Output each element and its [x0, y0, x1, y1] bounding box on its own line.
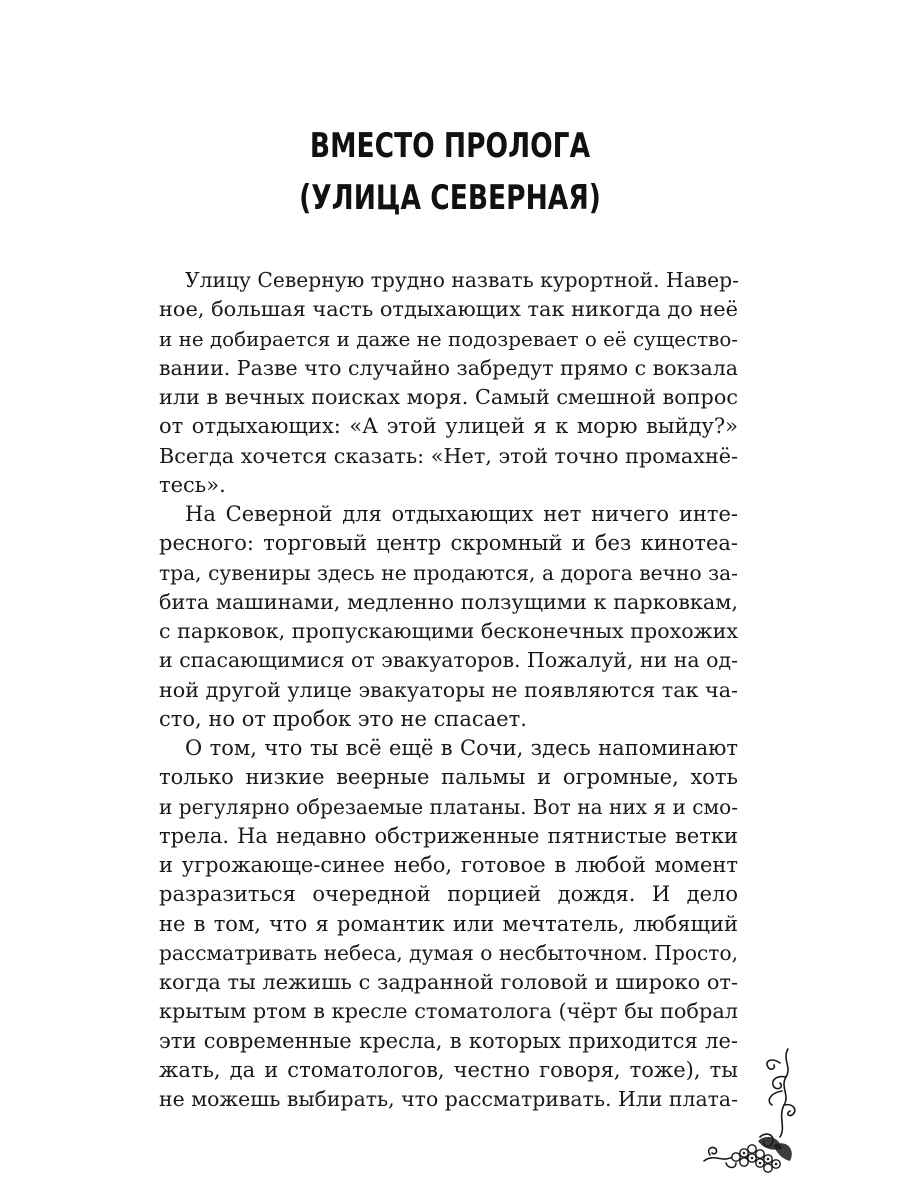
text-line: На Северной для отдыхающих нет ничего инте- [185, 502, 738, 526]
text-line: только низкие веерные пальмы и огромные, хоть [159, 765, 738, 790]
text-line: не можешь выбирать, что рассматривать. Или плата- [159, 1087, 738, 1111]
text-line: сто, но от пробок это не спасает. [159, 706, 527, 731]
text-line: жать, да и стоматологов, честно говоря, тоже), ты [159, 1057, 738, 1082]
chapter-subtitle: (УЛИЦА СЕВЕРНАЯ) [299, 178, 601, 218]
text-line: и спасающимися от эвакуаторов. Пожалуй, ни на од- [159, 648, 738, 673]
text-line: тесь». [159, 472, 226, 497]
body-text [159, 266, 738, 1114]
text-line: от отдыхающих: «А этой улицей я к морю выйду?» [159, 414, 738, 439]
text-line: бита машинами, медленно ползущими к парковкам, [159, 589, 738, 614]
chapter-title: ВМЕСТО ПРОЛОГА [309, 126, 591, 166]
text-line: эти современные кресла, в которых приходится ле- [159, 1028, 738, 1053]
text-line: Улицу Северную трудно назвать курортной. Навер- [185, 268, 739, 292]
text-line: ресного: торговый центр скромный и без кинотеа- [159, 531, 738, 556]
vine-grape-ornament-icon [700, 1045, 800, 1175]
text-line: и не добирается и даже не подозревает о её существо- [159, 327, 738, 351]
text-line: крытым ртом в кресле стоматолога (чёрт бы побрал [159, 999, 738, 1024]
text-line: или в вечных поисках моря. Самый смешной вопрос [159, 385, 738, 409]
text-line: с парковок, пропускающими бесконечных прохожих [159, 619, 738, 643]
text-line: Всегда хочется сказать: «Нет, этой точно промахнё- [159, 443, 739, 468]
text-line: и регулярно обрезаемые платаны. Вот на них я и смо- [159, 794, 738, 819]
text-line: и угрожающе-синее небо, готовое в любой момент [159, 853, 738, 877]
chapter-heading [0, 120, 900, 224]
text-line: рассматривать небеса, думая о несбыточном. Просто, [159, 940, 738, 965]
text-line: когда ты лежишь с задранной головой и широко от- [159, 970, 738, 994]
text-line: О том, что ты всё ещё в Сочи, здесь напоминают [185, 736, 738, 760]
text-line: не в том, что я романтик или мечтатель, любящий [159, 911, 738, 936]
text-line: разразиться очередной порцией дождя. И дело [159, 882, 738, 907]
text-line: трела. На недавно обстриженные пятнистые ветки [159, 823, 738, 848]
text-line: вании. Разве что случайно забредут прямо с вокзала [159, 355, 738, 380]
text-line: ной другой улице эвакуаторы не появляются так ча- [159, 677, 738, 702]
text-line: ное, большая часть отдыхающих так никогда до неё [159, 297, 738, 322]
text-line: тра, сувениры здесь не продаются, а дорога вечно за- [159, 560, 738, 585]
